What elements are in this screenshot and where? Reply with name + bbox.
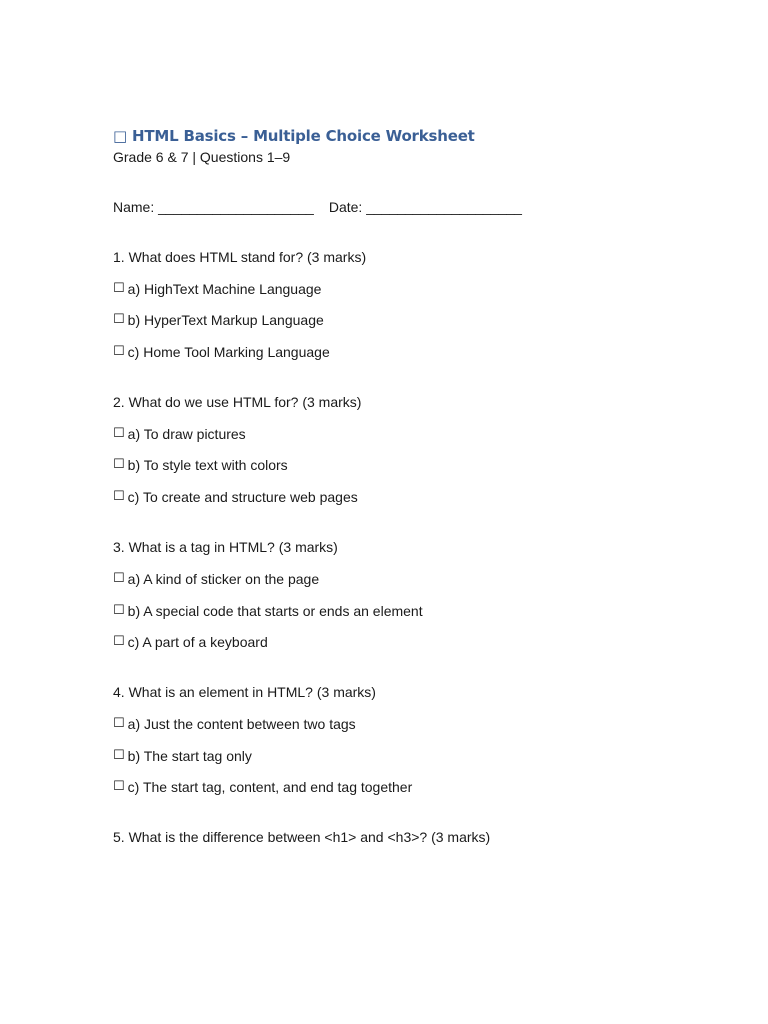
answer-label: c) To create and structure web pages xyxy=(127,489,358,506)
checkbox-icon[interactable]: ☐ xyxy=(113,425,125,441)
question-5 xyxy=(113,827,673,847)
name-label: Name: xyxy=(113,199,155,215)
checkbox-icon[interactable]: ☐ xyxy=(113,779,125,795)
worksheet-title: □ HTML Basics – Multiple Choice Worksheet xyxy=(113,127,475,145)
worksheet-subtitle: Grade 6 & 7 | Questions 1–9 xyxy=(113,149,291,165)
name-date-line xyxy=(113,197,673,217)
question-4 xyxy=(113,682,673,797)
answer-label: b) To style text with colors xyxy=(127,457,288,474)
answer-option[interactable] xyxy=(113,714,673,734)
answer-option[interactable] xyxy=(113,455,673,475)
question-text: 5. What is the difference between <h1> and <h3>? (3 marks) xyxy=(113,829,491,846)
answer-option[interactable] xyxy=(113,601,673,621)
answer-label: b) The start tag only xyxy=(127,747,252,764)
answer-option[interactable] xyxy=(113,487,673,507)
checkbox-icon[interactable]: ☐ xyxy=(113,280,125,296)
answer-option[interactable] xyxy=(113,424,673,444)
checkbox-icon[interactable]: ☐ xyxy=(113,312,125,328)
answer-label: a) HighText Machine Language xyxy=(127,280,322,297)
question-1 xyxy=(113,247,673,362)
checkbox-icon[interactable]: ☐ xyxy=(113,747,125,763)
answer-option[interactable] xyxy=(113,632,673,652)
questions-list xyxy=(113,247,673,847)
question-2 xyxy=(113,392,673,507)
checkbox-icon[interactable]: ☐ xyxy=(113,457,125,473)
name-blank[interactable]: ____________________ xyxy=(158,199,314,215)
answer-option[interactable] xyxy=(113,279,673,299)
checkbox-icon[interactable]: ☐ xyxy=(113,634,125,650)
answer-label: b) HyperText Markup Language xyxy=(127,312,324,329)
answer-label: c) A part of a keyboard xyxy=(127,634,268,651)
answer-label: a) To draw pictures xyxy=(127,425,246,442)
answer-label: a) Just the content between two tags xyxy=(127,715,356,732)
answer-label: a) A kind of sticker on the page xyxy=(127,570,320,587)
answer-option[interactable] xyxy=(113,310,673,330)
checkbox-icon[interactable]: ☐ xyxy=(113,344,125,360)
answer-option[interactable] xyxy=(113,569,673,589)
answer-option[interactable] xyxy=(113,777,673,797)
answer-label: c) Home Tool Marking Language xyxy=(127,344,330,361)
question-text: 4. What is an element in HTML? (3 marks) xyxy=(113,684,376,701)
checkbox-icon[interactable]: ☐ xyxy=(113,602,125,618)
checkbox-icon[interactable]: ☐ xyxy=(113,570,125,586)
checkbox-icon[interactable]: ☐ xyxy=(113,715,125,731)
question-3 xyxy=(113,537,673,652)
checkbox-icon[interactable]: ☐ xyxy=(113,489,125,505)
question-text: 2. What do we use HTML for? (3 marks) xyxy=(113,394,362,411)
answer-option[interactable] xyxy=(113,746,673,766)
question-text: 1. What does HTML stand for? (3 marks) xyxy=(113,249,367,265)
answer-label: b) A special code that starts or ends an element xyxy=(127,602,423,619)
worksheet-page xyxy=(113,125,673,847)
question-text: 3. What is a tag in HTML? (3 marks) xyxy=(113,539,338,556)
answer-label: c) The start tag, content, and end tag together xyxy=(127,779,413,796)
date-blank[interactable]: ____________________ xyxy=(366,199,522,215)
answer-option[interactable] xyxy=(113,342,673,362)
date-label: Date: xyxy=(328,199,363,215)
